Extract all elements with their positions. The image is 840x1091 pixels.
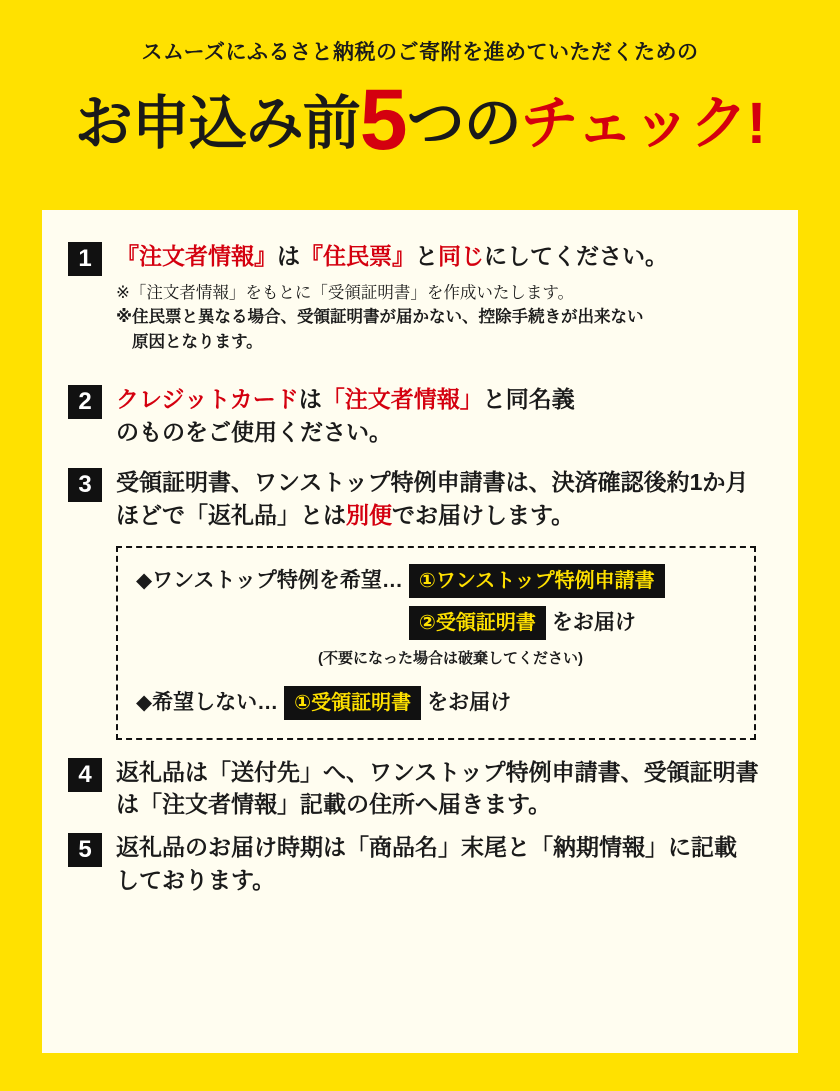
item-body <box>116 466 772 531</box>
title-part2: つの <box>406 91 521 156</box>
checklist-item-5 <box>68 831 772 896</box>
delivery-tag-receipt: ②受領証明書 <box>409 606 546 640</box>
item1-text-d: と <box>415 243 438 269</box>
item2-text-e: のものをご使用ください。 <box>116 418 392 445</box>
item3-text-d: でお届けします。 <box>392 501 575 528</box>
item1-note-3: 原因となります。 <box>132 333 263 352</box>
delivery-tag-receipt-only: ①受領証明書 <box>284 686 421 720</box>
item2-text-d: と同名義 <box>482 385 575 412</box>
delivery-row2-label: ◆希望しない… <box>136 690 279 714</box>
delivery-detail-box <box>116 546 756 740</box>
item-body <box>116 240 772 355</box>
page-title <box>0 72 840 168</box>
delivery-row2-suffix: をお届け <box>427 690 512 714</box>
delivery-tag-onestop-form: ①ワンストップ特例申請書 <box>409 564 665 598</box>
item3-text-b: ほどで「返礼品」とは <box>116 501 346 528</box>
spacer <box>68 359 772 383</box>
item4-text-a: 返礼品は「送付先」へ、ワンストップ特例申請書、受領証明書 <box>116 758 759 785</box>
delivery-row-onestop-second <box>136 606 736 640</box>
item-number-badge: 1 <box>68 242 102 276</box>
spacer <box>136 668 736 686</box>
delivery-row1-label: ◆ワンストップ特例を希望… <box>136 568 403 592</box>
delivery-row1-note: (不要になった場合は破棄してください) <box>318 649 583 667</box>
item2-text-b: は <box>298 385 322 412</box>
checklist-card <box>42 210 798 1053</box>
title-number: 5 <box>359 72 407 168</box>
delivery-row-onestop <box>136 564 736 598</box>
item2-text-c: 「注文者情報」 <box>321 385 483 412</box>
item1-text-e: 同じ <box>438 243 484 269</box>
item1-note-2: ※住民票と異なる場合、受領証明書が届かない、控除手続きが出来ない <box>116 308 644 327</box>
delivery-row-no-onestop <box>136 686 736 720</box>
item-body <box>116 831 772 896</box>
item2-text-a: クレジットカード <box>116 385 299 412</box>
checklist-item-2 <box>68 383 772 448</box>
item-number-badge: 4 <box>68 758 102 792</box>
spacer <box>68 452 772 466</box>
title-part3: チェック! <box>520 91 766 156</box>
item-body <box>116 756 772 821</box>
delivery-row1-suffix: をお届け <box>551 610 636 634</box>
item5-text-b: しております。 <box>116 866 276 893</box>
item-number-badge: 5 <box>68 833 102 867</box>
item1-note-1: ※「注文者情報」をもとに「受領証明書」を作成いたします。 <box>116 283 575 302</box>
header <box>0 0 840 168</box>
item-number-badge: 2 <box>68 385 102 419</box>
item1-text-c: 『住民票』 <box>300 243 415 269</box>
item3-text-a: 受領証明書、ワンストップ特例申請書は、決済確認後約1か月 <box>116 469 749 496</box>
item5-text-a: 返礼品のお届け時期は「商品名」末尾と「納期情報」に記載 <box>116 833 737 860</box>
item1-text-f: にしてください。 <box>484 243 668 269</box>
checklist-item-4 <box>68 756 772 821</box>
title-part1: お申込み前 <box>74 91 360 156</box>
checklist-item-1 <box>68 240 772 355</box>
item-body <box>116 383 772 448</box>
header-lead: スムーズにふるさと納税のご寄附を進めていただくための <box>141 41 699 64</box>
item1-text-b: は <box>277 243 300 269</box>
item1-notes <box>116 281 772 355</box>
item3-text-c: 別便 <box>346 501 392 528</box>
item-number-badge: 3 <box>68 468 102 502</box>
item1-text-a: 『注文者情報』 <box>116 243 277 269</box>
item4-text-b: は「注文者情報」記載の住所へ届きます。 <box>116 791 552 818</box>
checklist-item-3 <box>68 466 772 531</box>
